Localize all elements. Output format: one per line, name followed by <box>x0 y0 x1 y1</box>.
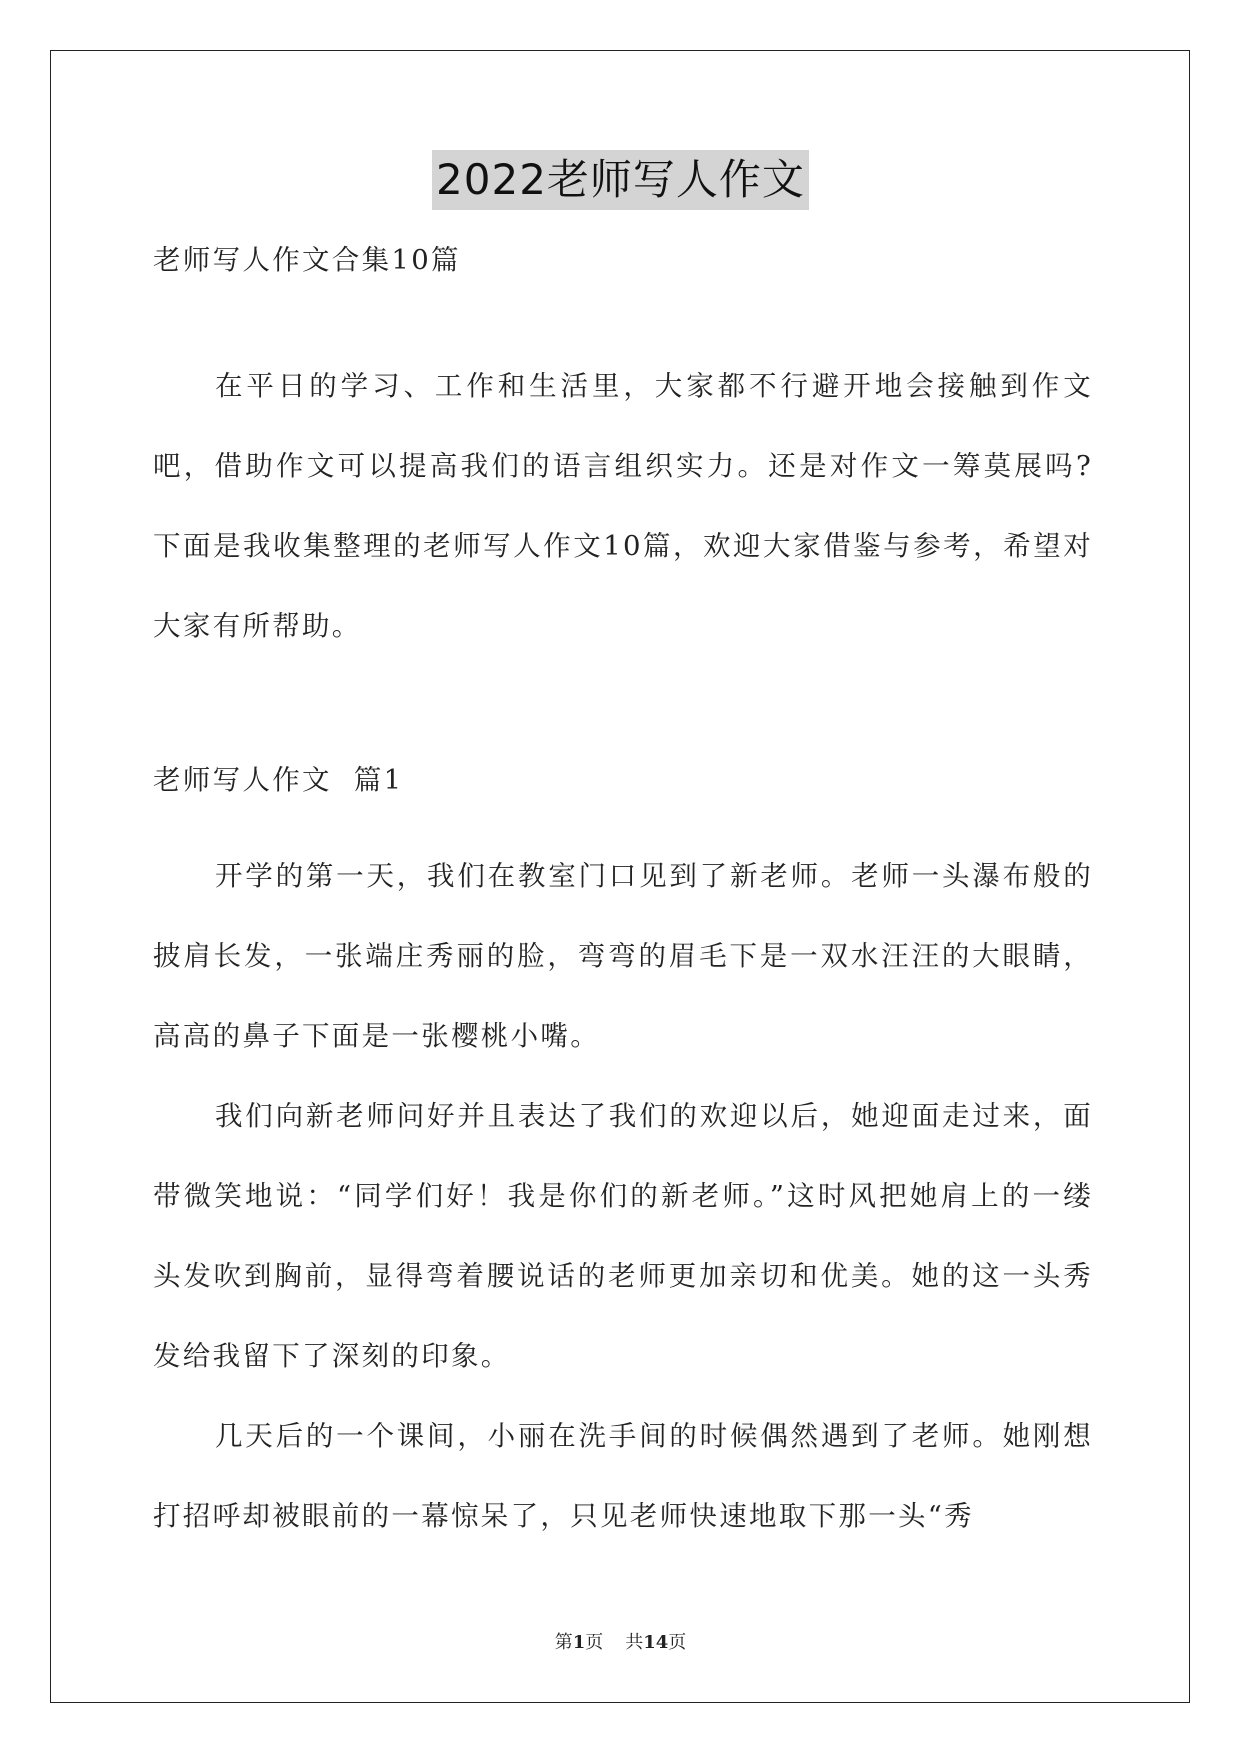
document-title: 2022老师写人作文 <box>432 150 809 210</box>
total-prefix: 共 <box>625 1632 644 1653</box>
essay-paragraph: 我们向新老师问好并且表达了我们的欢迎以后，她迎面走过来，面带微笑地说：“同学们好！我是你们的新老师。”这时风把她肩上的一缕头发吹到胸前，显得弯着腰说话的老师更加亲切和优美。她的这一头秀发给我留下了深刻的印象。 <box>153 1100 1093 1372</box>
essay-paragraph: 开学的第一天，我们在教室门口见到了新老师。老师一头瀑布般的披肩长发，一张端庄秀丽的脸，弯弯的眉毛下是一双水汪汪的大眼睛，高高的鼻子下面是一张樱桃小嘴。 <box>153 860 1093 1052</box>
essay-body <box>153 836 1093 1556</box>
page-prefix: 第 <box>554 1632 573 1653</box>
total-pages: 14 <box>643 1632 669 1653</box>
page-footer <box>0 1628 1241 1654</box>
section-heading: 老师写人作文 篇1 <box>153 764 404 796</box>
page-suffix: 页 <box>585 1632 604 1653</box>
title-container <box>0 150 1241 210</box>
page-number: 1 <box>572 1632 586 1653</box>
essay-paragraph: 几天后的一个课间，小丽在洗手间的时候偶然遇到了老师。她刚想打招呼却被眼前的一幕惊呆了，只见老师快速地取下那一头“秀 <box>153 1420 1093 1532</box>
document-subtitle: 老师写人作文合集10篇 <box>153 244 461 276</box>
intro-paragraph: 在平日的学习、工作和生活里，大家都不行避开地会接触到作文吧，借助作文可以提高我们的语言组织实力。还是对作文一筹莫展吗?下面是我收集整理的老师写人作文10篇，欢迎大家借鉴与参考，希望对大家有所帮助。 <box>153 370 1093 642</box>
total-suffix: 页 <box>668 1632 687 1653</box>
